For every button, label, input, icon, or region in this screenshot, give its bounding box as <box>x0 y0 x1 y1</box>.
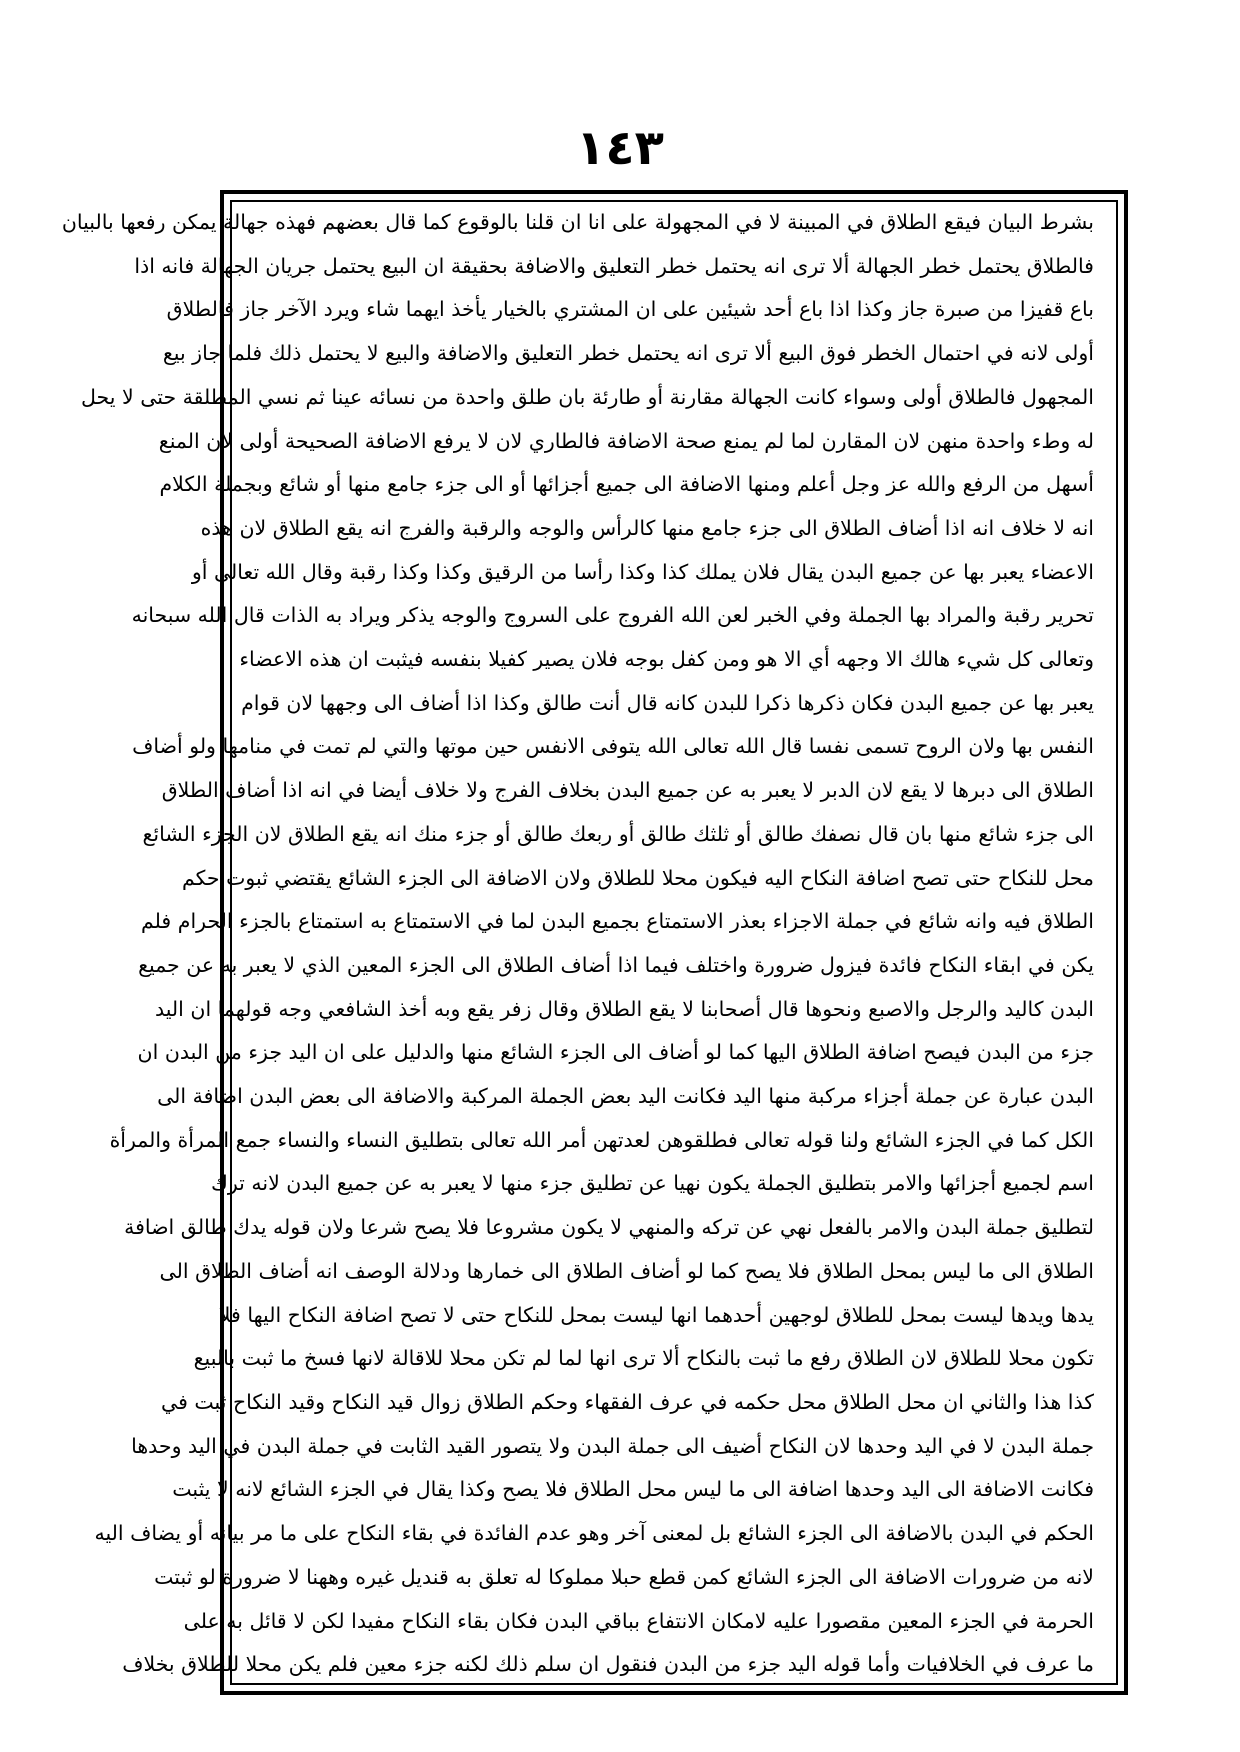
text-line: لتطليق جملة البدن والامر بالفعل نهي عن تركه والمنهي لا يكون مشروعا فلا يصح شرعا ولان قوله يدك طالق اضافة <box>124 1215 1094 1240</box>
text-line: أسهل من الرفع والله عز وجل أعلم ومنها الاضافة الى جميع أجزائها أو الى جزء جامع منها أو شائع وبجملة الكلام <box>159 472 1094 497</box>
text-line: الطلاق الى دبرها لا يقع لان الدبر لا يعبر به عن جميع البدن بخلاف الفرج ولا خلاف أيضا في انه اذا أضاف الطلاق <box>161 778 1094 803</box>
text-line: باع قفيزا من صبرة جاز وكذا اذا باع أحد شيئين على ان المشتري بالخيار يأخذ ايهما شاء ويرد الآخر جاز فالطلاق <box>166 297 1094 322</box>
text-line: المجهول فالطلاق أولى وسواء كانت الجهالة مقارنة أو طارئة بان طلق واحدة من نسائه عينا ثم نسي المطلقة حتى لا يحل <box>81 384 1094 409</box>
text-line: له وطء واحدة منهن لان المقارن لما لم يمنع صحة الاضافة فالطاري لان لا يرفع الاضافة الصحيحة أولى لان المنع <box>158 428 1094 453</box>
text-line: فكانت الاضافة الى اليد وحدها اضافة الى ما ليس محل الطلاق فلا يصح وكذا يقال في الجزء الشائع لانه لا يثبت <box>172 1477 1094 1502</box>
text-line: الكل كما في الجزء الشائع ولنا قوله تعالى فطلقوهن لعدتهن أمر الله تعالى بتطليق النساء والنساء جمع المرأة والمرأة <box>109 1127 1094 1152</box>
text-line: محل للنكاح حتى تصح اضافة النكاح اليه فيكون محلا للطلاق ولان الاضافة الى الجزء الشائع يقتضي ثبوت حكم <box>181 865 1094 890</box>
text-line: الطلاق فيه وانه شائع في جملة الاجزاء بعذر الاستمتاع بجميع البدن لما في الاستمتاع به استمتاع بالجزء الحرام فلم <box>141 909 1094 934</box>
text-line: الاعضاء يعبر بها عن جميع البدن يقال فلان يملك كذا وكذا رأسا من الرقيق وكذا وكذا رقبة وقال الله تعالى أو <box>191 559 1094 584</box>
page-border-inner <box>61 200 1118 1685</box>
text-line: فالطلاق يحتمل خطر الجهالة ألا ترى انه يحتمل خطر التعليق والاضافة بحقيقة ان البيع يحتمل جريان الجهالة فانه اذا <box>134 253 1094 278</box>
text-line: البدن كاليد والرجل والاصبع ونحوها قال أصحابنا لا يقع الطلاق وقال زفر يقع وبه أخذ الشافعي وجه قولهما ان اليد <box>154 996 1094 1021</box>
text-line: لانه من ضرورات الاضافة الى الجزء الشائع كمن قطع حبلا مملوكا له تعلق به قنديل غيره وههنا لا ضرورة لو ثبتت <box>154 1564 1094 1589</box>
text-line: أولى لانه في احتمال الخطر فوق البيع ألا ترى انه يحتمل خطر التعليق والاضافة والبيع لا يحتمل ذلك فلما جاز بيع <box>162 341 1094 366</box>
text-line: يعبر بها عن جميع البدن فكان ذكرها ذكرا للبدن كانه قال أنت طالق وكذا اذا أضاف الى وجهها لان قوام <box>241 690 1094 715</box>
text-line: الطلاق الى ما ليس بمحل الطلاق فلا يصح كما لو أضاف الطلاق الى خمارها ودلالة الوصف انه أضاف الطلاق الى <box>159 1258 1094 1283</box>
text-line: يدها ويدها ليست بمحل للطلاق لوجهين أحدهما انها ليست بمحل للنكاح حتى لا تصح اضافة النكاح اليها فلا <box>218 1302 1094 1327</box>
text-line: الحرمة في الجزء المعين مقصورا عليه لامكان الانتفاع بباقي البدن فكان بقاء النكاح مفيدا لكن لا قائل به على <box>183 1608 1094 1633</box>
text-line: الحكم في البدن بالاضافة الى الجزء الشائع بل لمعنى آخر وهو عدم الفائدة في بقاء النكاح على ما مر بيانه أو يضاف اليه <box>94 1521 1094 1546</box>
text-line: جملة البدن لا في اليد وحدها لان النكاح أضيف الى جملة البدن ولا يتصور القيد الثابت في جملة البدن في اليد وحدها <box>131 1433 1094 1458</box>
text-line: تحرير رقبة والمراد بها الجملة وفي الخبر لعن الله الفروج على السروج والوجه يذكر ويراد به الذات قال الله سبحانه <box>131 603 1094 628</box>
text-line: يكن في ابقاء النكاح فائدة فيزول ضرورة واختلف فيما اذا أضاف الطلاق الى الجزء المعين الذي لا يعبر به عن جميع <box>138 952 1094 977</box>
text-line: انه لا خلاف انه اذا أضاف الطلاق الى جزء جامع منها كالرأس والوجه والرقبة والفرج انه يقع الطلاق لان هذه <box>200 515 1094 540</box>
text-line: النفس بها ولان الروح تسمى نفسا قال الله تعالى الله يتوفى الانفس حين موتها والتي لم تمت في منامها ولو أضاف <box>132 734 1094 759</box>
text-line: كذا هذا والثاني ان محل الطلاق محل حكمه في عرف الفقهاء وحكم الطلاق زوال قيد النكاح وقيد النكاح ثبت في <box>161 1389 1094 1414</box>
page-border <box>61 190 1128 1695</box>
main-text <box>61 210 1094 1677</box>
text-line: تكون محلا للطلاق لان الطلاق رفع ما ثبت بالنكاح ألا ترى انها لما لم تكن محلا للاقالة لانها فسخ ما ثبت بالبيع <box>193 1346 1094 1371</box>
text-line: جزء من البدن فيصح اضافة الطلاق اليها كما لو أضاف الى الجزء الشائع منها والدليل على ان اليد جزء من البدن ان <box>137 1040 1094 1065</box>
page-number: ١٤٣ <box>576 120 664 176</box>
text-line: البدن عبارة عن جملة أجزاء مركبة منها اليد فكانت اليد بعض الجملة المركبة والاضافة الى بعض البدن اضافة الى <box>157 1084 1094 1109</box>
text-line: وتعالى كل شيء هالك الا وجهه أي الا هو ومن كفل بوجه فلان يصير كفيلا بنفسه فيثبت ان هذه الاعضاء <box>239 647 1094 672</box>
text-line: ما عرف في الخلافيات وأما قوله اليد جزء من البدن فنقول ان سلم ذلك لكنه جزء معين فلم يكن محلا للطلاق بخلاف <box>122 1652 1094 1677</box>
text-line: الى جزء شائع منها بان قال نصفك طالق أو ثلثك طالق أو ربعك طالق أو جزء منك انه يقع الطلاق لان الجزء الشائع <box>142 821 1094 846</box>
text-line: اسم لجميع أجزائها والامر بتطليق الجملة يكون نهيا عن تطليق جزء منها لا يعبر به عن جميع البدن لانه ترك <box>210 1171 1094 1196</box>
text-line: بشرط البيان فيقع الطلاق في المبينة لا في المجهولة على انا ان قلنا بالوقوع كما قال بعضهم فهذه جهالة يمكن رفعها بالبيان <box>61 210 1094 234</box>
